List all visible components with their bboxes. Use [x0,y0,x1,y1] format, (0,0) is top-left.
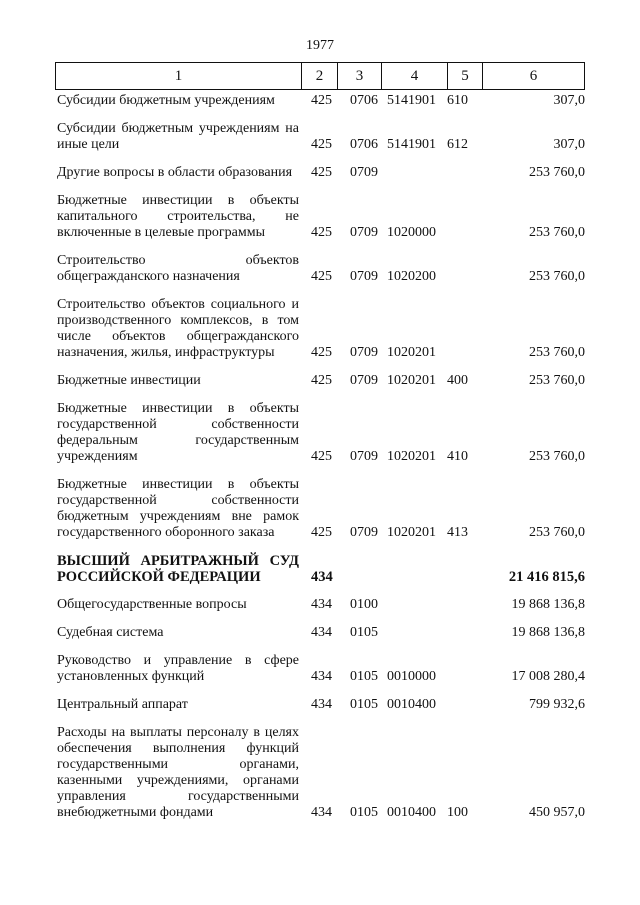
row-target-code: 1020201 [387,345,436,360]
row-name: Руководство и управление в сфере установленных функций [57,653,299,684]
table-row [57,165,587,181]
row-ved-code: 425 [311,345,332,360]
row-target-code: 5141901 [387,93,436,108]
row-ved-code: 425 [311,525,332,540]
row-sum: 450 957,0 [529,805,585,820]
row-sum: 253 760,0 [529,165,585,180]
row-sum: 19 868 136,8 [511,597,585,612]
table-row [57,653,587,685]
row-section-code: 0105 [350,697,378,712]
row-expense-type-code: 100 [447,805,468,820]
row-target-code: 1020201 [387,373,436,388]
table-row [57,477,587,541]
row-ved-code: 434 [311,597,332,612]
table-row [57,121,587,153]
row-section-code: 0100 [350,597,378,612]
row-section-code: 0709 [350,373,378,388]
row-section-code: 0709 [350,525,378,540]
row-target-code: 0010400 [387,805,436,820]
column-header-2: 2 [302,63,338,89]
table-row [57,93,587,109]
row-section-code: 0709 [350,345,378,360]
row-ved-code: 425 [311,165,332,180]
table-row [57,597,587,613]
row-ved-code: 425 [311,449,332,464]
row-ved-code: 425 [311,225,332,240]
row-expense-type-code: 410 [447,449,468,464]
table-row [57,553,587,585]
row-ved-code: 425 [311,93,332,108]
row-section-code: 0709 [350,165,378,180]
row-name: Судебная система [57,625,164,640]
row-name: Строительство объектов общегражданского назначения [57,253,299,284]
table-row [57,401,587,465]
row-target-code: 0010000 [387,669,436,684]
table-row [57,297,587,361]
row-ved-code: 434 [311,625,332,640]
row-section-code: 0706 [350,137,378,152]
row-target-code: 1020201 [387,525,436,540]
row-name: Расходы на выплаты персоналу в целях обеспечения выполнения функций государственными органами, казенными учреждениями, органами управления государственными внебюджетными фондами [57,725,299,820]
row-sum: 17 008 280,4 [511,669,585,684]
row-target-code: 0010400 [387,697,436,712]
row-name: Строительство объектов социального и производственного комплексов, в том числе объектов общегражданского назначения, жилья, инфраструктуры [57,297,299,360]
row-sum: 253 760,0 [529,525,585,540]
column-header-5: 5 [448,63,483,89]
row-expense-type-code: 610 [447,93,468,108]
table-row [57,625,587,641]
row-name: Бюджетные инвестиции в объекты государственной собственности бюджетным учреждениям вне рамок государственного оборонного заказа [57,477,299,540]
row-ved-code: 434 [311,569,333,585]
row-sum: 19 868 136,8 [511,625,585,640]
row-section-code: 0709 [350,225,378,240]
row-sum: 307,0 [553,93,585,108]
row-name: Бюджетные инвестиции в объекты государственной собственности федеральным государственным учреждениям [57,401,299,464]
row-target-code: 5141901 [387,137,436,152]
table-row [57,373,587,389]
row-section-code: 0706 [350,93,378,108]
row-name: Субсидии бюджетным учреждениям на иные цели [57,121,299,152]
row-sum: 799 932,6 [529,697,585,712]
row-sum: 253 760,0 [529,373,585,388]
row-name: Субсидии бюджетным учреждениям [57,93,275,108]
row-name: Другие вопросы в области образования [57,165,293,180]
row-expense-type-code: 413 [447,525,468,540]
row-ved-code: 425 [311,373,332,388]
row-name: Бюджетные инвестиции [57,373,201,388]
row-section-code: 0105 [350,805,378,820]
row-sum: 253 760,0 [529,345,585,360]
row-ved-code: 434 [311,805,332,820]
row-sum: 253 760,0 [529,225,585,240]
table-row [57,725,587,821]
row-sum: 253 760,0 [529,449,585,464]
row-name: ВЫСШИЙ АРБИТРАЖНЫЙ СУД РОССИЙСКОЙ ФЕДЕРАЦИИ [57,553,299,585]
table-header [55,62,585,90]
row-sum: 307,0 [553,137,585,152]
row-section-code: 0105 [350,669,378,684]
row-target-code: 1020201 [387,449,436,464]
column-header-1: 1 [56,63,302,89]
row-section-code: 0105 [350,625,378,640]
row-sum: 21 416 815,6 [508,569,585,585]
row-target-code: 1020200 [387,269,436,284]
row-ved-code: 434 [311,697,332,712]
row-ved-code: 425 [311,137,332,152]
row-section-code: 0709 [350,449,378,464]
row-name: Бюджетные инвестиции в объекты капитального строительства, не включенные в целевые программы [57,193,299,240]
row-expense-type-code: 612 [447,137,468,152]
table-body [57,93,587,833]
row-name: Центральный аппарат [57,697,188,712]
table-row [57,253,587,285]
column-header-4: 4 [382,63,448,89]
row-ved-code: 425 [311,269,332,284]
column-header-3: 3 [338,63,382,89]
row-sum: 253 760,0 [529,269,585,284]
table-row [57,697,587,713]
row-name: Общегосударственные вопросы [57,597,247,612]
page-number: 1977 [306,38,334,53]
row-target-code: 1020000 [387,225,436,240]
table-row [57,193,587,241]
column-header-6: 6 [529,67,538,84]
row-section-code: 0709 [350,269,378,284]
row-ved-code: 434 [311,669,332,684]
row-expense-type-code: 400 [447,373,468,388]
